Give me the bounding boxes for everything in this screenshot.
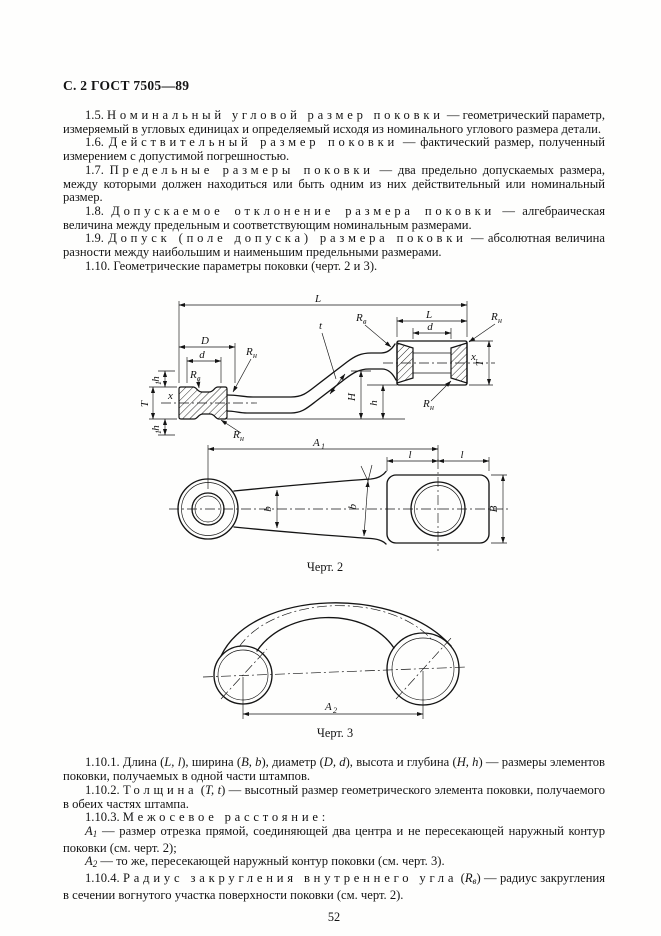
paragraph	[63, 825, 605, 855]
text-run: 1.10.1. Длина (	[85, 755, 165, 770]
svg-text:в: в	[197, 374, 201, 384]
dim-label-b1: b	[262, 506, 274, 513]
radius-label-Rn-bottom-right: R	[423, 398, 430, 411]
text-run: 1.5.	[85, 108, 108, 122]
radius-label-Rn: R	[491, 311, 498, 324]
text-run: (	[197, 782, 205, 797]
text-run: L, l	[164, 755, 182, 770]
plan-view	[169, 437, 509, 551]
dim-label-T-left: T	[139, 401, 151, 408]
dim-label-H: H	[346, 393, 358, 402]
text-run: ), ширина (	[181, 755, 242, 770]
dim-label-A1: A	[313, 437, 320, 450]
text-run: 1.10. Геометрические параметры поковки (черт. 2 и 3).	[85, 258, 378, 273]
dim-label-l-left: l	[408, 449, 412, 462]
text-run: Толщина	[123, 782, 198, 797]
text-run: B, b	[241, 755, 262, 770]
radius-label-Rv: R	[356, 312, 363, 325]
text-run: Межосевое расстояние	[122, 810, 322, 825]
svg-text:2: 2	[333, 706, 337, 716]
paragraph	[63, 205, 605, 232]
dim-label-A2: A	[325, 701, 332, 714]
dim-label-L-overall: L	[314, 293, 322, 306]
text-run: A	[85, 823, 93, 838]
svg-text:1: 1	[154, 381, 163, 386]
dim-label-d-left: d	[199, 349, 205, 362]
text-run: 2	[92, 859, 98, 870]
paragraph	[63, 811, 605, 825]
paragraph	[63, 164, 605, 205]
paragraph	[63, 756, 605, 783]
text-run: Допускаемое отклонение размера поковки	[111, 203, 495, 218]
text-run: ) — размеры элементов поковки, получаемых в одной части штампов.	[63, 755, 605, 784]
paragraph	[63, 260, 605, 274]
parting-line-x-right: x	[471, 351, 476, 364]
text-run: — два предельно допускаемых размера, между которыми должен находиться или быть одним из них действительный или номинальный размер.	[63, 162, 605, 205]
text-run: — размер отрезка прямой, соединяющей два центра и не пересекающей наружный контур поковки (см. черт. 2);	[63, 823, 605, 855]
dim-label-D: D	[201, 335, 209, 348]
text-run: 1.10.4.	[85, 871, 123, 886]
text-run: Предельные размеры поковки	[109, 162, 374, 177]
side-view	[139, 293, 502, 443]
paragraph	[63, 109, 605, 136]
dim-label-d-right: d	[427, 321, 433, 334]
dim-label-h: h	[368, 400, 380, 407]
svg-text:1: 1	[154, 430, 163, 435]
text-run: Допуск (поле допуска) размера поковки	[108, 231, 467, 246]
text-run: A	[85, 854, 93, 869]
figure-3-caption: Черт. 3	[316, 726, 354, 741]
text-run: 1	[92, 828, 98, 839]
text-run: Действительный размер поковки	[108, 135, 399, 150]
figure-2-drawing	[105, 291, 545, 557]
radius-label-Rv-left: R	[190, 369, 197, 382]
curved-forging-view	[203, 603, 467, 719]
text-run: — алгебраическая величина между предельным и соответствующим номинальным размерами.	[63, 203, 605, 232]
text-run: 1.8.	[85, 203, 112, 218]
dim-label-l-right: l	[460, 449, 464, 462]
text-run: Номинальный угловой размер поковки	[107, 108, 444, 122]
dim-label-b2: b	[346, 503, 360, 511]
dim-label-L-boss: L	[425, 309, 433, 322]
radius-label-Rn-left: R	[246, 346, 253, 359]
parting-line-x-left: x	[168, 390, 173, 403]
text-run: 1.10.3.	[85, 810, 123, 825]
svg-text:в: в	[363, 317, 367, 327]
svg-text:н: н	[498, 316, 502, 326]
text-run: — фактический размер, полученный измерением с допустимой погрешностью.	[63, 135, 605, 164]
svg-text:н: н	[430, 403, 434, 413]
dim-label-t: t	[319, 320, 323, 333]
text-run: 1.7.	[85, 162, 110, 177]
text-run: (	[457, 871, 465, 886]
page-number: 52	[327, 910, 341, 925]
text-run: T, t	[204, 782, 222, 797]
paragraph	[63, 136, 605, 163]
paragraph	[63, 855, 605, 872]
paragraph	[63, 232, 605, 259]
svg-text:н: н	[253, 351, 257, 361]
text-run: 1.9.	[85, 231, 109, 246]
definitions-block	[63, 109, 605, 273]
text-run: 1.10.2.	[85, 782, 124, 797]
dim-label-h1-top: h	[150, 376, 162, 383]
figure-3	[165, 585, 505, 741]
text-run: 1.6.	[85, 135, 109, 150]
figure-3-drawing	[165, 585, 505, 723]
text-run: ), высота и глубина (	[345, 755, 457, 770]
radius-label-Rn-bottom-left: R	[233, 429, 240, 442]
text-run: ) — радиус закругления в сечении вогнутого участка поверхности поковки (см. черт. 2).	[63, 871, 606, 902]
text-run: в	[472, 876, 477, 887]
svg-text:н: н	[240, 434, 244, 444]
svg-text:1: 1	[321, 442, 325, 452]
text-run: ) — высотный размер геометрического элемента поковки, получаемого в обеих частях штампа.	[63, 782, 605, 811]
paragraph	[63, 784, 605, 811]
dim-label-B: B	[488, 506, 500, 513]
parameters-block	[63, 756, 605, 902]
text-run: D, d	[323, 755, 346, 770]
figure-2-caption: Черт. 2	[306, 560, 344, 575]
text-run: :	[321, 810, 326, 825]
paragraph	[63, 872, 605, 902]
dim-label-h1-bottom: h	[150, 425, 162, 432]
text-run: ), диаметр (	[261, 755, 324, 770]
figure-2	[105, 291, 545, 575]
text-run: — то же, пересекающей наружный контур поковки (см. черт. 3).	[97, 854, 445, 869]
page-header: С. 2 ГОСТ 7505—89	[63, 78, 190, 93]
text-run: — абсолютная величина разности между наибольшим и наименьшим предельными размерами.	[63, 231, 605, 260]
text-run: H, h	[456, 755, 479, 770]
text-run: Радиус закругления внутреннего угла	[123, 871, 458, 886]
text-run: R	[464, 871, 473, 886]
text-run: — геометрический параметр, измеряемый в угловых единицах и определяемый исходя из номинального углового размера детали.	[63, 108, 605, 136]
dim-label-T-right: T	[474, 360, 486, 367]
